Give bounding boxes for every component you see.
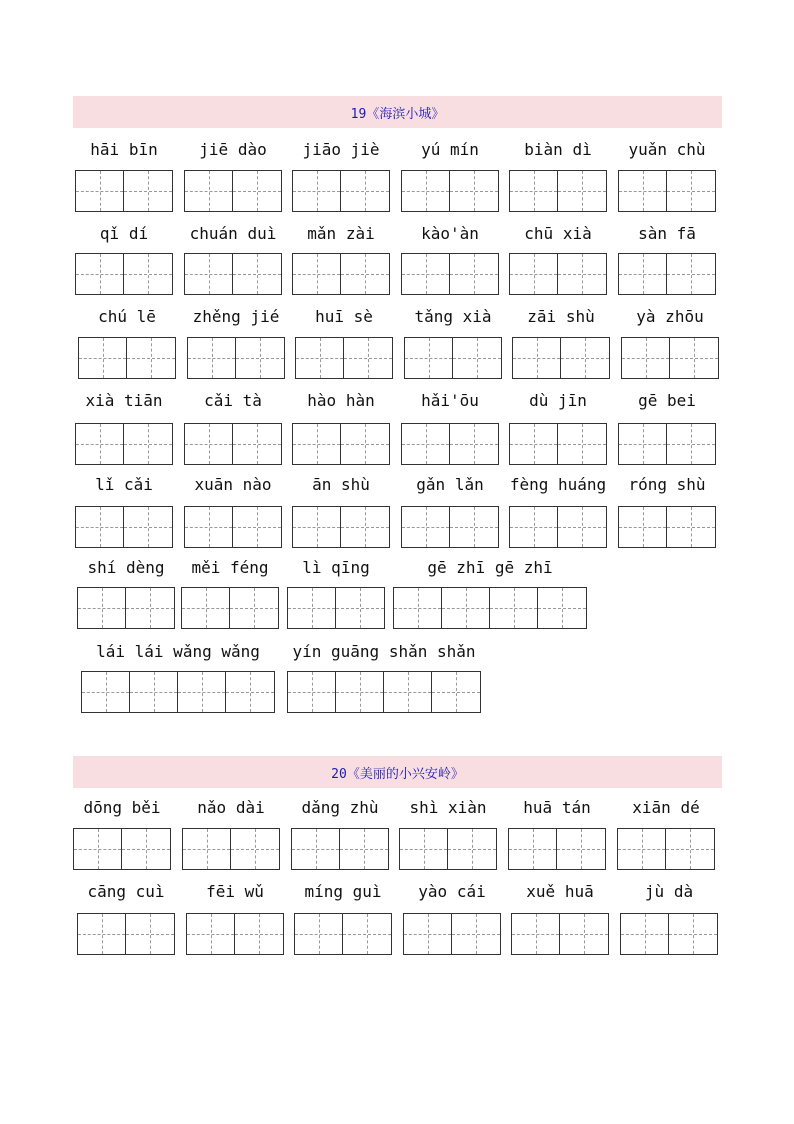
character-writing-grid[interactable] (509, 423, 607, 465)
pinyin-label: dǎng zhù (301, 798, 379, 817)
writing-cell[interactable] (78, 914, 126, 954)
writing-cell[interactable] (402, 171, 450, 211)
writing-cell[interactable] (510, 424, 558, 464)
character-writing-grid[interactable] (75, 423, 173, 465)
writing-cell[interactable] (402, 507, 450, 547)
character-writing-grid[interactable] (181, 587, 279, 629)
character-writing-grid[interactable] (77, 587, 175, 629)
character-writing-grid[interactable] (73, 828, 171, 870)
writing-cell[interactable] (621, 914, 669, 954)
character-writing-grid[interactable] (403, 913, 501, 955)
writing-cell[interactable] (336, 588, 384, 628)
pinyin-label: qǐ dí (99, 224, 149, 243)
writing-cell[interactable] (402, 254, 450, 294)
writing-cell[interactable] (561, 338, 609, 378)
character-writing-grid[interactable] (509, 506, 607, 548)
writing-cell[interactable] (183, 829, 231, 869)
character-writing-grid[interactable] (78, 337, 176, 379)
writing-cell[interactable] (619, 507, 667, 547)
character-writing-grid[interactable] (618, 253, 716, 295)
character-writing-grid[interactable] (184, 506, 282, 548)
pinyin-label: xuě huā (526, 882, 594, 901)
writing-cell[interactable] (538, 588, 586, 628)
writing-cell[interactable] (667, 424, 715, 464)
pinyin-label: chú lē (98, 307, 156, 326)
pinyin-label: měi féng (191, 558, 269, 577)
character-writing-grid[interactable] (291, 828, 389, 870)
writing-cell[interactable] (341, 171, 389, 211)
character-writing-grid[interactable] (512, 337, 610, 379)
writing-cell[interactable] (666, 829, 714, 869)
pinyin-label: jiē dào (199, 140, 267, 159)
writing-cell[interactable] (405, 338, 453, 378)
lesson-title: 19《海滨小城》 (73, 96, 722, 128)
character-writing-grid[interactable] (292, 253, 390, 295)
writing-cell[interactable] (432, 672, 480, 712)
writing-cell[interactable] (402, 424, 450, 464)
character-writing-grid[interactable] (186, 913, 284, 955)
writing-cell[interactable] (126, 914, 174, 954)
character-writing-grid[interactable] (294, 913, 392, 955)
writing-cell[interactable] (667, 171, 715, 211)
pinyin-label: ān shù (312, 475, 370, 494)
writing-cell[interactable] (384, 672, 432, 712)
writing-cell[interactable] (619, 254, 667, 294)
writing-cell[interactable] (185, 171, 233, 211)
writing-cell[interactable] (341, 424, 389, 464)
writing-cell[interactable] (450, 424, 498, 464)
pinyin-label: jù dà (644, 882, 694, 901)
pinyin-label: yín guāng shǎn shǎn (292, 642, 476, 661)
writing-cell[interactable] (510, 254, 558, 294)
writing-cell[interactable] (124, 424, 172, 464)
writing-cell[interactable] (236, 338, 284, 378)
writing-cell[interactable] (292, 829, 340, 869)
character-writing-grid[interactable] (404, 337, 502, 379)
writing-cell[interactable] (400, 829, 448, 869)
character-writing-grid[interactable] (184, 253, 282, 295)
pinyin-label: chuán duì (189, 224, 277, 243)
writing-cell[interactable] (226, 672, 274, 712)
character-writing-grid[interactable] (401, 253, 499, 295)
writing-cell[interactable] (122, 829, 170, 869)
writing-cell[interactable] (452, 914, 500, 954)
writing-cell[interactable] (185, 507, 233, 547)
character-writing-grid[interactable] (187, 337, 285, 379)
writing-cell[interactable] (178, 672, 226, 712)
pinyin-label: mǎn zài (307, 224, 375, 243)
character-writing-grid[interactable] (621, 337, 719, 379)
pinyin-label: xiān dé (632, 798, 700, 817)
writing-cell[interactable] (127, 338, 175, 378)
pinyin-label: shí dèng (87, 558, 165, 577)
writing-cell[interactable] (450, 171, 498, 211)
writing-cell[interactable] (558, 171, 606, 211)
pinyin-label: kào'àn (421, 224, 479, 243)
writing-cell[interactable] (185, 254, 233, 294)
pinyin-label: huā tán (523, 798, 591, 817)
writing-cell[interactable] (126, 588, 174, 628)
writing-cell[interactable] (231, 829, 279, 869)
character-writing-grid[interactable] (618, 423, 716, 465)
writing-cell[interactable] (295, 914, 343, 954)
writing-cell[interactable] (341, 507, 389, 547)
character-writing-grid[interactable] (618, 170, 716, 212)
pinyin-label: cāng cuì (87, 882, 165, 901)
writing-cell[interactable] (336, 672, 384, 712)
writing-cell[interactable] (124, 507, 172, 547)
writing-cell[interactable] (76, 254, 124, 294)
writing-cell[interactable] (558, 507, 606, 547)
pinyin-label: dù jīn (529, 391, 587, 410)
pinyin-label: hǎi'ōu (421, 391, 479, 410)
character-writing-grid[interactable] (292, 170, 390, 212)
writing-cell[interactable] (230, 588, 278, 628)
pinyin-label: dōng běi (83, 798, 161, 817)
writing-cell[interactable] (288, 588, 336, 628)
writing-cell[interactable] (76, 507, 124, 547)
character-writing-grid[interactable] (75, 506, 173, 548)
writing-cell[interactable] (343, 914, 391, 954)
pinyin-label: gē bei (638, 391, 696, 410)
writing-cell[interactable] (233, 424, 281, 464)
character-writing-grid[interactable] (401, 423, 499, 465)
character-writing-grid[interactable] (511, 913, 609, 955)
character-writing-grid[interactable] (287, 587, 385, 629)
pinyin-label: xià tiān (85, 391, 163, 410)
writing-cell[interactable] (622, 338, 670, 378)
writing-cell[interactable] (450, 254, 498, 294)
writing-cell[interactable] (344, 338, 392, 378)
pinyin-label: yú mín (421, 140, 479, 159)
writing-cell[interactable] (235, 914, 283, 954)
pinyin-label: jiāo jiè (302, 140, 380, 159)
pinyin-label: gē zhī gē zhī (427, 558, 553, 577)
writing-cell[interactable] (233, 254, 281, 294)
writing-cell[interactable] (558, 424, 606, 464)
pinyin-label: róng shù (628, 475, 706, 494)
pinyin-label: lì qīng (302, 558, 370, 577)
writing-cell[interactable] (78, 588, 126, 628)
character-writing-grid[interactable] (401, 170, 499, 212)
character-writing-grid[interactable] (508, 828, 606, 870)
writing-cell[interactable] (293, 171, 341, 211)
character-writing-grid[interactable] (292, 423, 390, 465)
writing-cell[interactable] (233, 171, 281, 211)
lesson-title: 20《美丽的小兴安岭》 (73, 756, 722, 788)
writing-cell[interactable] (288, 672, 336, 712)
writing-cell[interactable] (188, 338, 236, 378)
writing-cell[interactable] (124, 254, 172, 294)
pinyin-label: hāi bīn (90, 140, 158, 159)
writing-cell[interactable] (669, 914, 717, 954)
writing-cell[interactable] (296, 338, 344, 378)
character-writing-grid[interactable] (81, 671, 275, 713)
writing-cell[interactable] (76, 424, 124, 464)
character-writing-grid[interactable] (292, 506, 390, 548)
writing-cell[interactable] (618, 829, 666, 869)
writing-cell[interactable] (513, 338, 561, 378)
writing-cell[interactable] (233, 507, 281, 547)
writing-cell[interactable] (340, 829, 388, 869)
character-writing-grid[interactable] (620, 913, 718, 955)
character-writing-grid[interactable] (77, 913, 175, 955)
writing-cell[interactable] (185, 424, 233, 464)
writing-cell[interactable] (619, 171, 667, 211)
writing-cell[interactable] (74, 829, 122, 869)
pinyin-label: fēi wǔ (206, 882, 264, 901)
writing-cell[interactable] (667, 507, 715, 547)
writing-cell[interactable] (667, 254, 715, 294)
writing-cell[interactable] (442, 588, 490, 628)
character-writing-grid[interactable] (182, 828, 280, 870)
pinyin-label: xuān nào (194, 475, 272, 494)
writing-cell[interactable] (560, 914, 608, 954)
pinyin-label: zāi shù (527, 307, 595, 326)
character-writing-grid[interactable] (617, 828, 715, 870)
writing-cell[interactable] (510, 171, 558, 211)
writing-cell[interactable] (293, 424, 341, 464)
pinyin-label: chū xià (524, 224, 592, 243)
writing-cell[interactable] (670, 338, 718, 378)
writing-cell[interactable] (619, 424, 667, 464)
pinyin-label: míng guì (304, 882, 382, 901)
character-writing-grid[interactable] (75, 253, 173, 295)
writing-cell[interactable] (79, 338, 127, 378)
writing-cell[interactable] (510, 507, 558, 547)
writing-cell[interactable] (509, 829, 557, 869)
writing-cell[interactable] (130, 672, 178, 712)
character-writing-grid[interactable] (399, 828, 497, 870)
writing-cell[interactable] (394, 588, 442, 628)
pinyin-label: shì xiàn (409, 798, 487, 817)
pinyin-label: nǎo dài (197, 798, 265, 817)
pinyin-label: biàn dì (524, 140, 592, 159)
character-writing-grid[interactable] (184, 423, 282, 465)
pinyin-label: cǎi tà (204, 391, 262, 410)
pinyin-label: zhěng jié (192, 307, 280, 326)
writing-cell[interactable] (558, 254, 606, 294)
character-writing-grid[interactable] (295, 337, 393, 379)
character-writing-grid[interactable] (401, 506, 499, 548)
pinyin-label: lái lái wǎng wǎng (96, 642, 260, 661)
writing-cell[interactable] (448, 829, 496, 869)
writing-cell[interactable] (341, 254, 389, 294)
pinyin-label: fèng huáng (509, 475, 607, 494)
writing-cell[interactable] (404, 914, 452, 954)
pinyin-label: huī sè (315, 307, 373, 326)
character-writing-grid[interactable] (184, 170, 282, 212)
pinyin-label: lǐ cǎi (95, 475, 153, 494)
writing-cell[interactable] (557, 829, 605, 869)
writing-cell[interactable] (76, 171, 124, 211)
pinyin-label: yà zhōu (636, 307, 704, 326)
character-writing-grid[interactable] (618, 506, 716, 548)
pinyin-label: yuǎn chù (628, 140, 706, 159)
writing-cell[interactable] (187, 914, 235, 954)
character-writing-grid[interactable] (75, 170, 173, 212)
writing-cell[interactable] (293, 507, 341, 547)
writing-cell[interactable] (490, 588, 538, 628)
character-writing-grid[interactable] (509, 170, 607, 212)
writing-cell[interactable] (512, 914, 560, 954)
character-writing-grid[interactable] (393, 587, 587, 629)
writing-cell[interactable] (453, 338, 501, 378)
writing-cell[interactable] (82, 672, 130, 712)
pinyin-label: hào hàn (307, 391, 375, 410)
character-writing-grid[interactable] (509, 253, 607, 295)
writing-cell[interactable] (182, 588, 230, 628)
pinyin-label: tǎng xià (414, 307, 492, 326)
pinyin-label: yào cái (418, 882, 486, 901)
character-writing-grid[interactable] (287, 671, 481, 713)
pinyin-label: sàn fā (638, 224, 696, 243)
writing-cell[interactable] (124, 171, 172, 211)
writing-cell[interactable] (450, 507, 498, 547)
pinyin-label: gǎn lǎn (416, 475, 484, 494)
writing-cell[interactable] (293, 254, 341, 294)
